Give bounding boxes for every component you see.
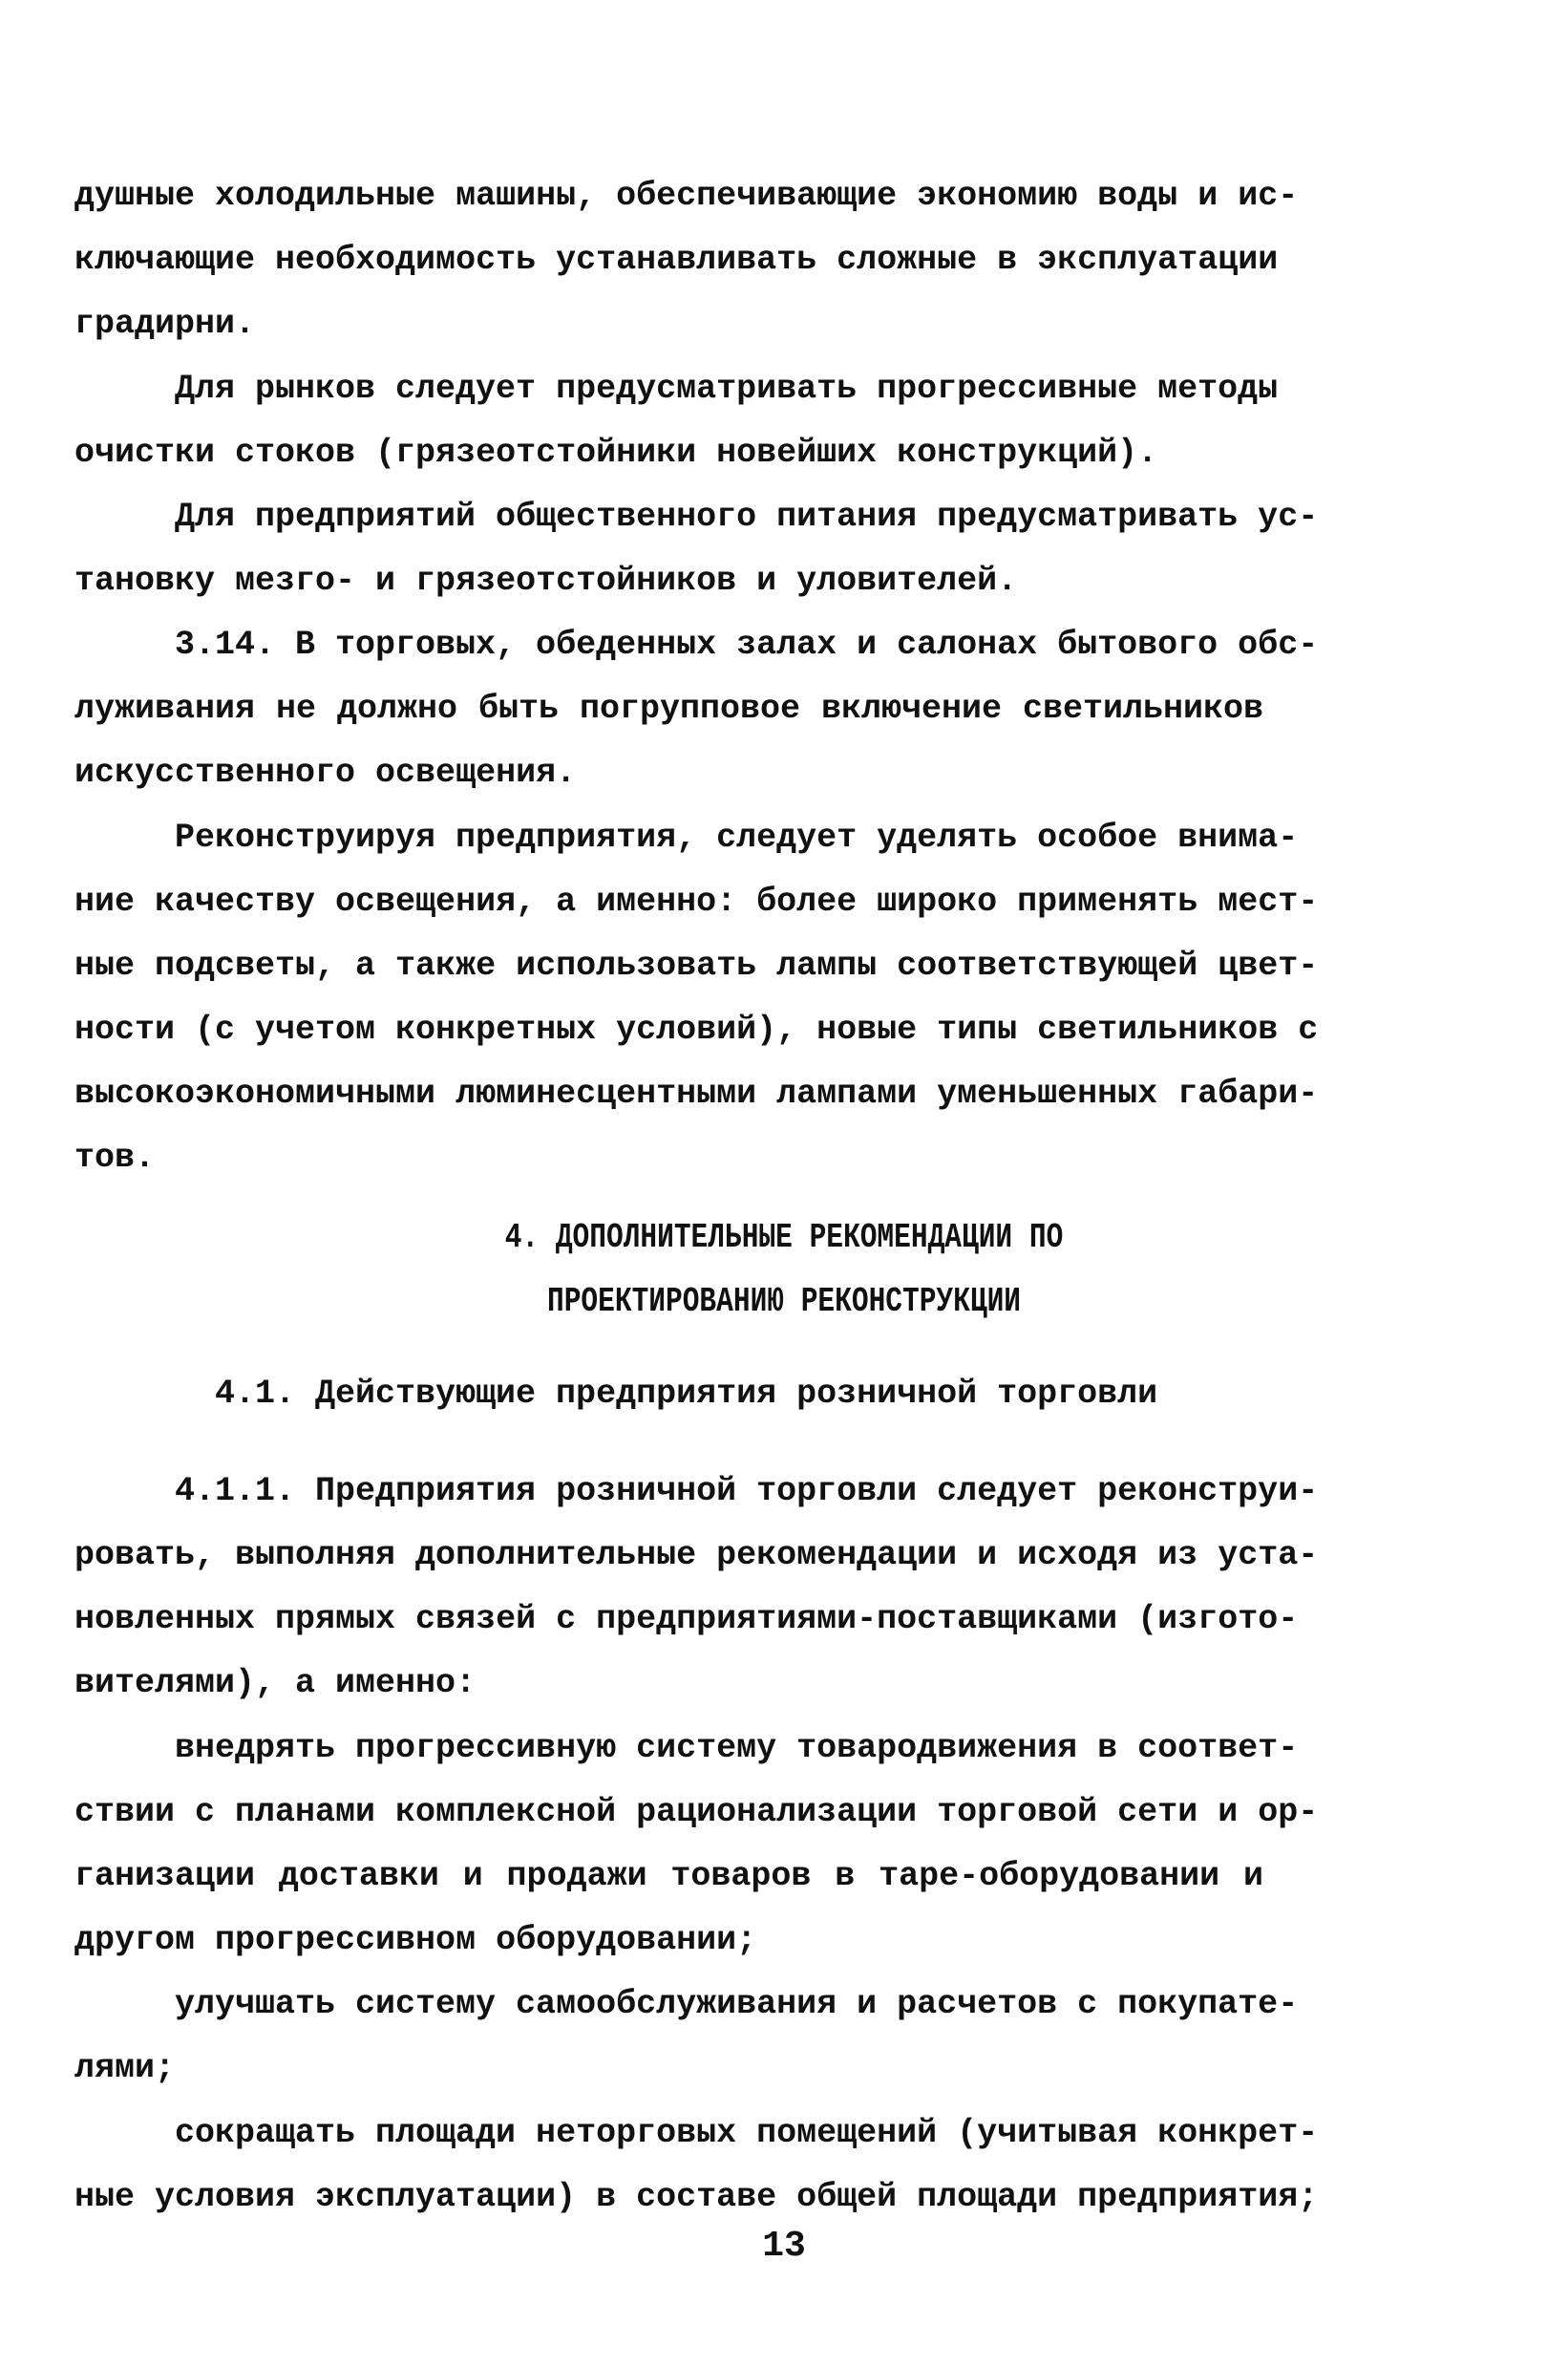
text-line: улучшать систему самообслуживания и расчетов с покупате- (175, 1985, 1299, 2023)
text-line: тов. (74, 1139, 156, 1177)
text-line: ствии с планами комплексной рационализации торговой сети и ор- (74, 1793, 1319, 1831)
section-heading-line-2: ПРОЕКТИРОВАНИЮ РЕКОНСТРУКЦИИ (546, 1282, 1022, 1321)
text-line: луживания не должно быть погрупповое включение светильников (74, 690, 1263, 728)
text-line: вителями), а именно: (74, 1664, 477, 1702)
subsection-heading: 4.1. Действующие предприятия розничной торговли (215, 1375, 1158, 1413)
text-line: сокращать площади неторговых помещений (учитывая конкрет- (175, 2114, 1319, 2152)
text-line: тановку мезго- и грязеотстойников и уловителей. (74, 562, 1018, 600)
text-line: ности (с учетом конкретных условий), новые типы светильников с (74, 1011, 1319, 1049)
text-line: душные холодильные машины, обеспечивающие экономию воды и ис- (74, 177, 1299, 215)
text-line: 4.1.1. Предприятия розничной торговли следует реконструи- (175, 1472, 1319, 1510)
text-line: Реконструируя предприятия, следует уделять особое внима- (175, 819, 1299, 857)
text-line: ганизации доставки и продажи товаров в таре-оборудовании и (74, 1857, 1263, 1895)
section-heading-line-1: 4. ДОПОЛНИТЕЛЬНЫЕ РЕКОМЕНДАЦИИ ПО (504, 1218, 1064, 1257)
text-line: другом прогрессивном оборудовании; (74, 1921, 757, 1959)
text-line: градирни. (74, 305, 256, 343)
text-line: 3.14. В торговых, обеденных залах и салонах бытового обс- (175, 626, 1319, 664)
text-line: ные подсветы, а также использовать лампы соответствующей цвет- (74, 947, 1319, 985)
text-line: искусственного освещения. (74, 754, 577, 792)
text-line: Для предприятий общественного питания предусматривать ус- (175, 498, 1319, 536)
text-line: внедрять прогрессивную систему товародвижения в соответ- (175, 1729, 1299, 1767)
text-line: высокоэкономичными люминесцентными лампами уменьшенных габари- (74, 1075, 1319, 1113)
text-line: Для рынков следует предусматривать прогрессивные методы (175, 370, 1279, 408)
text-line: ровать, выполняя дополнительные рекомендации и исходя из уста- (74, 1536, 1319, 1574)
text-line: очистки стоков (грязеотстойники новейших конструкций). (74, 434, 1158, 472)
text-line: новленных прямых связей с предприятиями-поставщиками (изгото- (74, 1600, 1299, 1638)
text-line: лями; (74, 2049, 176, 2087)
text-line: ключающие необходимость устанавливать сложные в эксплуатации (74, 241, 1279, 279)
page-number: 13 (762, 2226, 806, 2267)
text-line: ние качеству освещения, а именно: более широко применять мест- (74, 883, 1319, 921)
text-line: ные условия эксплуатации) в составе общей площади предприятия; (74, 2178, 1319, 2216)
